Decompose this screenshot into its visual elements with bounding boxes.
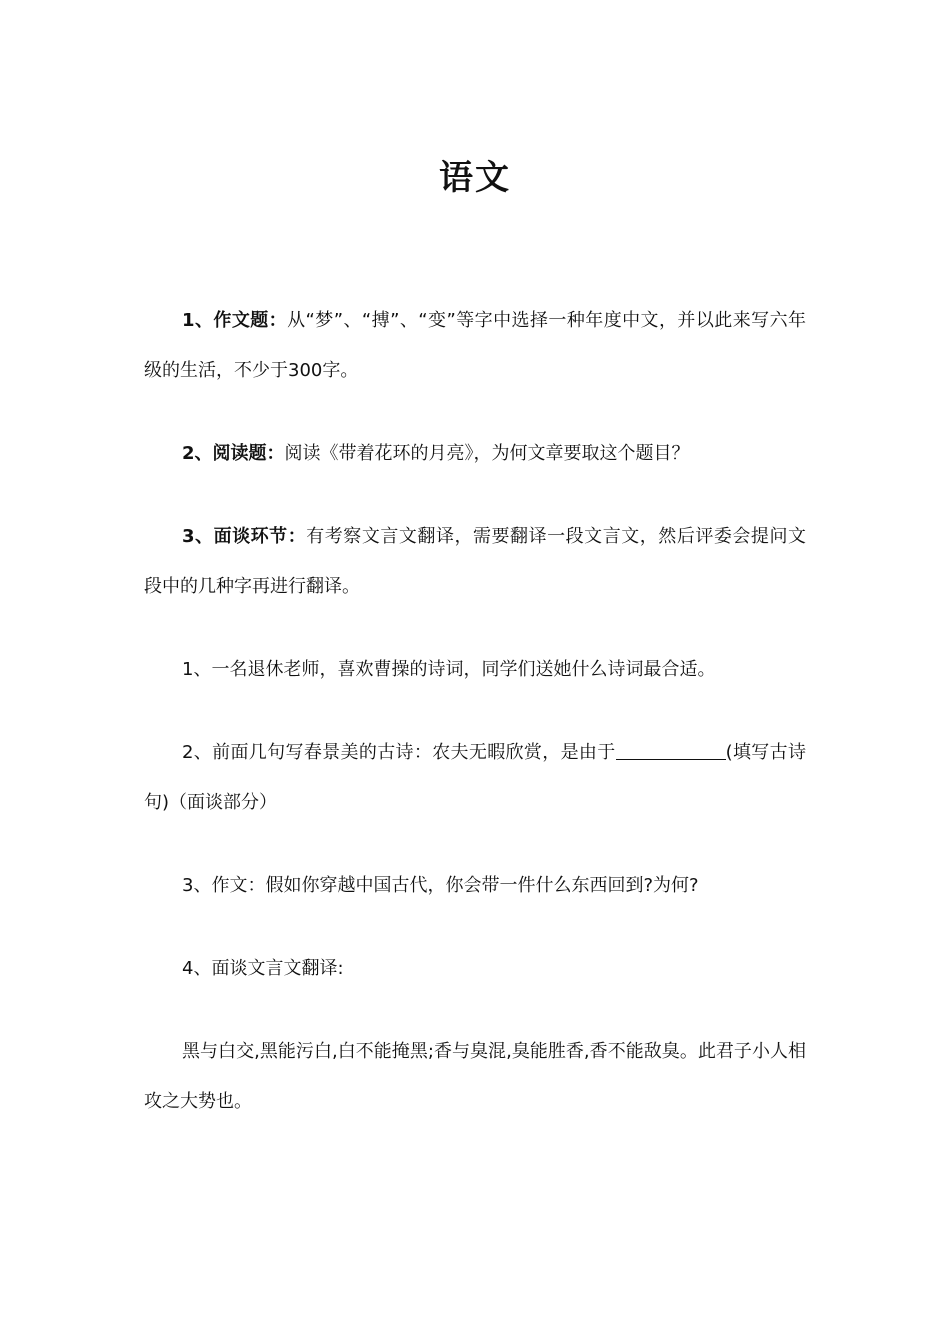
question-label: 2、阅读题： — [182, 443, 285, 464]
question-essay — [144, 296, 806, 396]
classical-chinese-passage: 黑与白交,黑能污白,白不能掩黑;香与臭混,臭能胜香,香不能敌臭。此君子小人相攻之大势也。 — [144, 1041, 806, 1112]
question-text: 阅读《带着花环的月亮》，为何文章要取这个题目？ — [284, 443, 690, 464]
question-label: 1、作文题： — [182, 310, 288, 331]
document-title: 语文 — [439, 158, 511, 198]
question-reading — [144, 429, 806, 479]
fill-blank-hint: (填写古诗句)（面谈部分） — [144, 742, 806, 813]
list-item: 3、作文：假如你穿越中国古代，你会带一件什么东西回到?为何? — [182, 875, 699, 896]
document-body — [144, 296, 806, 1160]
question-interview — [144, 512, 806, 612]
fill-blank-prompt: 2、前面几句写春景美的古诗：农夫无暇欣赏，是由于 — [182, 742, 616, 763]
question-text: 有考察文言文翻译，需要翻译一段文言文，然后评委会提问文段中的几种字再进行翻译。 — [144, 526, 806, 597]
question-label: 3、面谈环节： — [182, 526, 307, 547]
answer-blank-line — [616, 741, 726, 760]
question-text: 从“梦”、“搏”、“变”等字中选择一种年度中文，并以此来写六年级的生活，不少于300字。 — [144, 310, 807, 381]
list-item: 4、面谈文言文翻译: — [182, 958, 344, 979]
list-item: 1、一名退休老师，喜欢曹操的诗词，同学们送她什么诗词最合适。 — [182, 659, 716, 680]
list-item-fill-blank — [144, 728, 806, 828]
